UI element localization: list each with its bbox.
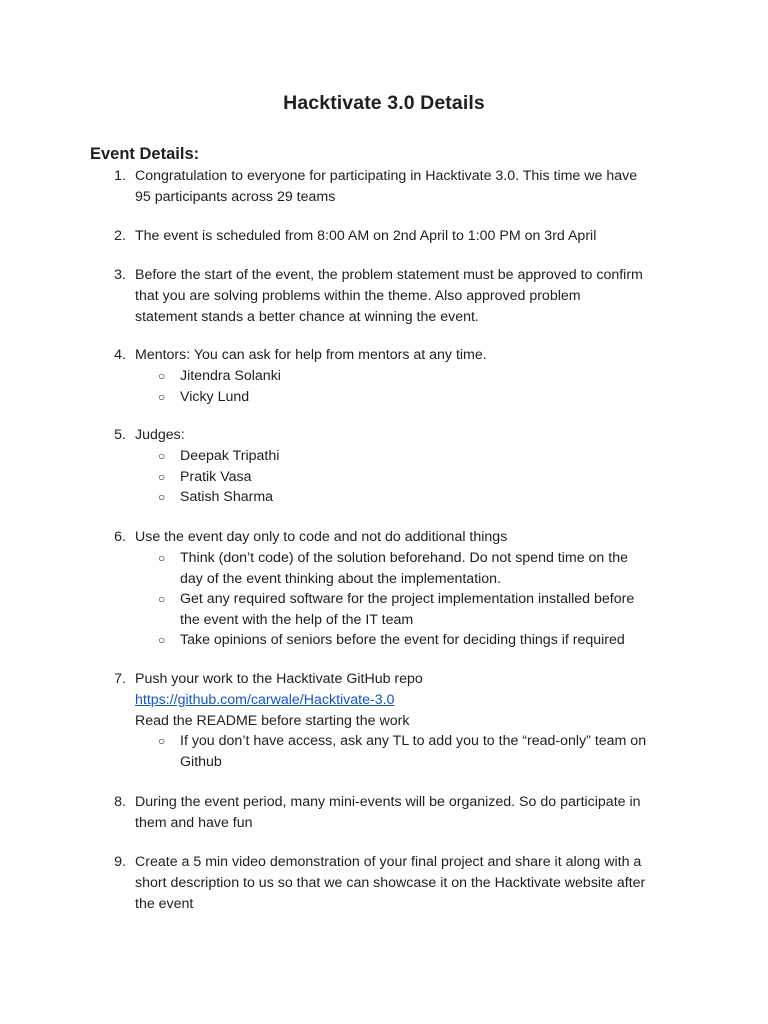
sub-list-item xyxy=(180,387,700,408)
hollow-circle-bullet-icon: ○ xyxy=(158,633,166,647)
list-item-line: Use the event day only to code and not do additional things xyxy=(135,529,508,545)
sub-list-item-line: Get any required software for the project implementation installed before xyxy=(180,591,635,607)
list-item-line: Read the README before starting the work xyxy=(135,712,410,729)
hollow-circle-bullet-icon: ○ xyxy=(158,490,166,504)
sub-list-item xyxy=(180,487,700,508)
list-item-text xyxy=(135,226,690,247)
list-item-text xyxy=(135,792,690,834)
sub-list-item-line: Github xyxy=(180,753,222,770)
sub-list-item-line: the event with the help of the IT team xyxy=(180,611,414,628)
sub-list-item xyxy=(180,589,700,631)
list-item-line: Push your work to the Hacktivate GitHub repo xyxy=(135,671,423,687)
hollow-circle-bullet-icon: ○ xyxy=(158,734,166,748)
sub-list-item-line: Vicky Lund xyxy=(180,389,250,405)
list-item-line: statement stands a better chance at winning the event. xyxy=(135,308,479,325)
sub-list-item-line: Jitendra Solanki xyxy=(180,368,281,384)
list-item-line: them and have fun xyxy=(135,814,253,831)
hollow-circle-bullet-icon: ○ xyxy=(158,449,166,463)
sub-list-item xyxy=(180,630,700,651)
hollow-circle-bullet-icon: ○ xyxy=(158,470,166,484)
hollow-circle-bullet-icon: ○ xyxy=(158,390,166,404)
hollow-circle-bullet-icon: ○ xyxy=(158,369,166,383)
list-item-number: 6. xyxy=(114,529,126,545)
list-item-line: Before the start of the event, the problem statement must be approved to confirm xyxy=(135,267,643,283)
list-item-number: 8. xyxy=(114,794,126,810)
list-item-line: Create a 5 min video demonstration of your final project and share it along with a xyxy=(135,854,642,870)
list-item-line: the event xyxy=(135,895,194,912)
list-item-number: 1. xyxy=(114,168,126,184)
hollow-circle-bullet-icon: ○ xyxy=(158,551,166,565)
list-item-text xyxy=(135,265,690,327)
list-item-number: 2. xyxy=(114,228,126,244)
sub-list-item xyxy=(180,467,700,488)
sub-list-item-line: If you don’t have access, ask any TL to add you to the “read-only” team on xyxy=(180,733,647,749)
list-item-number: 4. xyxy=(114,347,126,363)
list-item-text xyxy=(135,345,690,366)
hollow-circle-bullet-icon: ○ xyxy=(158,592,166,606)
sub-list-item-line: Satish Sharma xyxy=(180,489,274,505)
list-item-text xyxy=(135,425,690,446)
list-item-text xyxy=(135,669,690,731)
sub-list-item xyxy=(180,731,700,773)
list-item-text xyxy=(135,166,690,208)
list-item-line: 95 participants across 29 teams xyxy=(135,188,336,205)
sub-list-item-line: Take opinions of seniors before the event for deciding things if required xyxy=(180,632,625,648)
list-item-number: 5. xyxy=(114,427,126,443)
sub-list-item-line: day of the event thinking about the implementation. xyxy=(180,570,502,587)
sub-list-item xyxy=(180,446,700,467)
sub-list-item xyxy=(180,548,700,590)
github-repo-link[interactable]: https://github.com/carwale/Hacktivate-3.0 xyxy=(135,691,395,708)
list-item-line: that you are solving problems within the theme. Also approved problem xyxy=(135,287,581,304)
list-item-number: 9. xyxy=(114,854,126,870)
list-item-line: short description to us so that we can showcase it on the Hacktivate website after xyxy=(135,874,646,891)
list-item-text xyxy=(135,852,690,914)
list-item-number: 7. xyxy=(114,671,126,687)
list-item-line: Judges: xyxy=(135,427,185,443)
list-item-line: Congratulation to everyone for participating in Hacktivate 3.0. This time we have xyxy=(135,168,638,184)
section-heading: Event Details: xyxy=(90,145,200,163)
list-item-line: The event is scheduled from 8:00 AM on 2nd April to 1:00 PM on 3rd April xyxy=(135,228,597,244)
list-item-text xyxy=(135,527,690,548)
sub-list-item-line: Pratik Vasa xyxy=(180,469,252,485)
list-item-line: Mentors: You can ask for help from mentors at any time. xyxy=(135,347,487,363)
sub-list-item-line: Deepak Tripathi xyxy=(180,448,280,464)
sub-list-item xyxy=(180,366,700,387)
document-title: Hacktivate 3.0 Details xyxy=(283,92,485,114)
list-item-number: 3. xyxy=(114,267,126,283)
sub-list-item-line: Think (don’t code) of the solution beforehand. Do not spend time on the xyxy=(180,550,628,566)
list-item-line: During the event period, many mini-events will be organized. So do participate in xyxy=(135,794,641,810)
